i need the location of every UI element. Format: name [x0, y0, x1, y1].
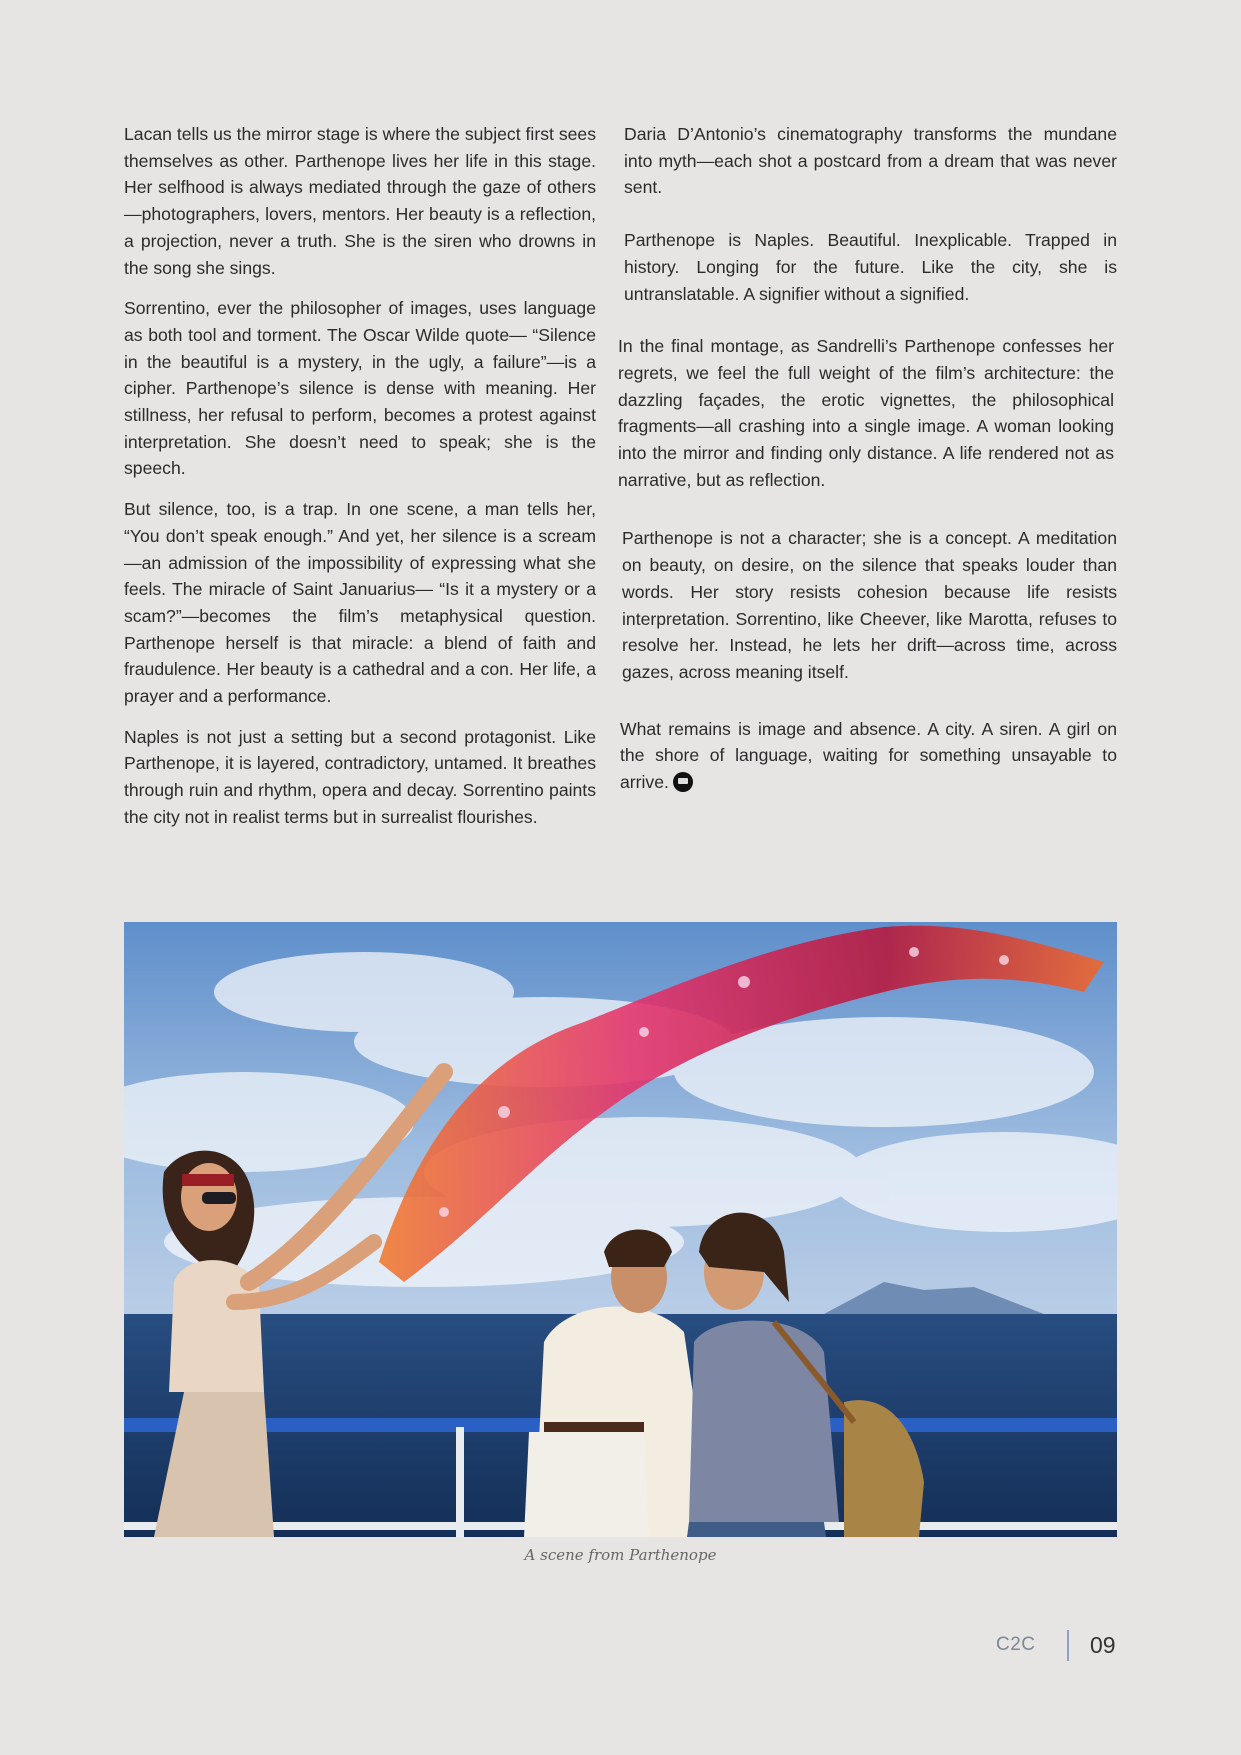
photo-caption: A scene from Parthenope	[524, 1546, 717, 1564]
article-paragraph: In the final montage, as Sandrelli’s Parthenope confesses her regrets, we feel the full weight of the film’s architecture: the dazzling façades, the erotic vignettes, the philosophical fragments—all crashing into a single image. A woman looking into the mirror and finding only distance. A life rendered not as narrative, but as reflection.	[618, 336, 1114, 490]
article-left-column	[124, 121, 596, 845]
article-right-column	[618, 121, 1117, 822]
footer-divider	[1067, 1630, 1069, 1661]
end-of-article-icon	[673, 772, 693, 792]
article-photo	[124, 922, 1117, 1537]
rail-post	[456, 1427, 464, 1537]
article-paragraph-final	[620, 716, 1117, 796]
article-paragraph: Lacan tells us the mirror stage is where the subject first sees themselves as other. Parthenope lives her life in this stage. Her selfhood is always mediated through the gaze of others—photographers, lovers, mentors. Her beauty is a reflection, a projection, never a truth. She is the siren who drowns in the song she sings.	[124, 124, 596, 278]
footer-brand: C2C	[996, 1634, 1036, 1655]
article-paragraph: Sorrentino, ever the philosopher of images, uses language as both tool and torment. The Oscar Wilde quote— “Silence in the beautiful is a mystery, in the ugly, a failure”—is a cipher. Parthenope’s silence is dense with meaning. Her stillness, her refusal to perform, becomes a protest against interpretation. She doesn’t need to speak; she is the speech.	[124, 298, 596, 479]
article-paragraph: Parthenope is not a character; she is a concept. A meditation on beauty, on desire, on the silence that speaks louder than words. Her story resists cohesion because life resists interpretation. Sorrentino, like Cheever, like Marotta, refuses to resolve her. Instead, he lets her drift—across time, across gazes, across meaning itself.	[622, 528, 1117, 682]
article-paragraph: But silence, too, is a trap. In one scene, a man tells her, “You don’t speak enough.” And yet, her silence is a scream—an admission of the impossibility of expressing what she feels. The miracle of Saint Januarius— “Is it a mystery or a scam?”—becomes the film’s metaphysical question. Parthenope herself is that miracle: a blend of faith and fraudulence. Her beauty is a cathedral and a con. Her life, a prayer and a performance.	[124, 499, 596, 707]
article-paragraph-text: What remains is image and absence. A city. A siren. A girl on the shore of language, waiting for something unsayable to arrive.	[620, 718, 1117, 793]
article-paragraph: Naples is not just a setting but a second protagonist. Like Parthenope, it is layered, contradictory, untamed. It breathes through ruin and rhythm, opera and decay. Sorrentino paints the city not in realist terms but in surrealist flourishes.	[124, 726, 596, 827]
page-number: 09	[1090, 1632, 1116, 1658]
article-paragraph: Daria D’Antonio’s cinematography transforms the mundane into myth—each shot a postcard from a dream that was never sent.	[624, 124, 1117, 198]
photo-illustration	[124, 922, 1117, 1537]
article-paragraph: Parthenope is Naples. Beautiful. Inexplicable. Trapped in history. Longing for the future. Like the city, she is untranslatable. A signifier without a signified.	[624, 230, 1117, 304]
